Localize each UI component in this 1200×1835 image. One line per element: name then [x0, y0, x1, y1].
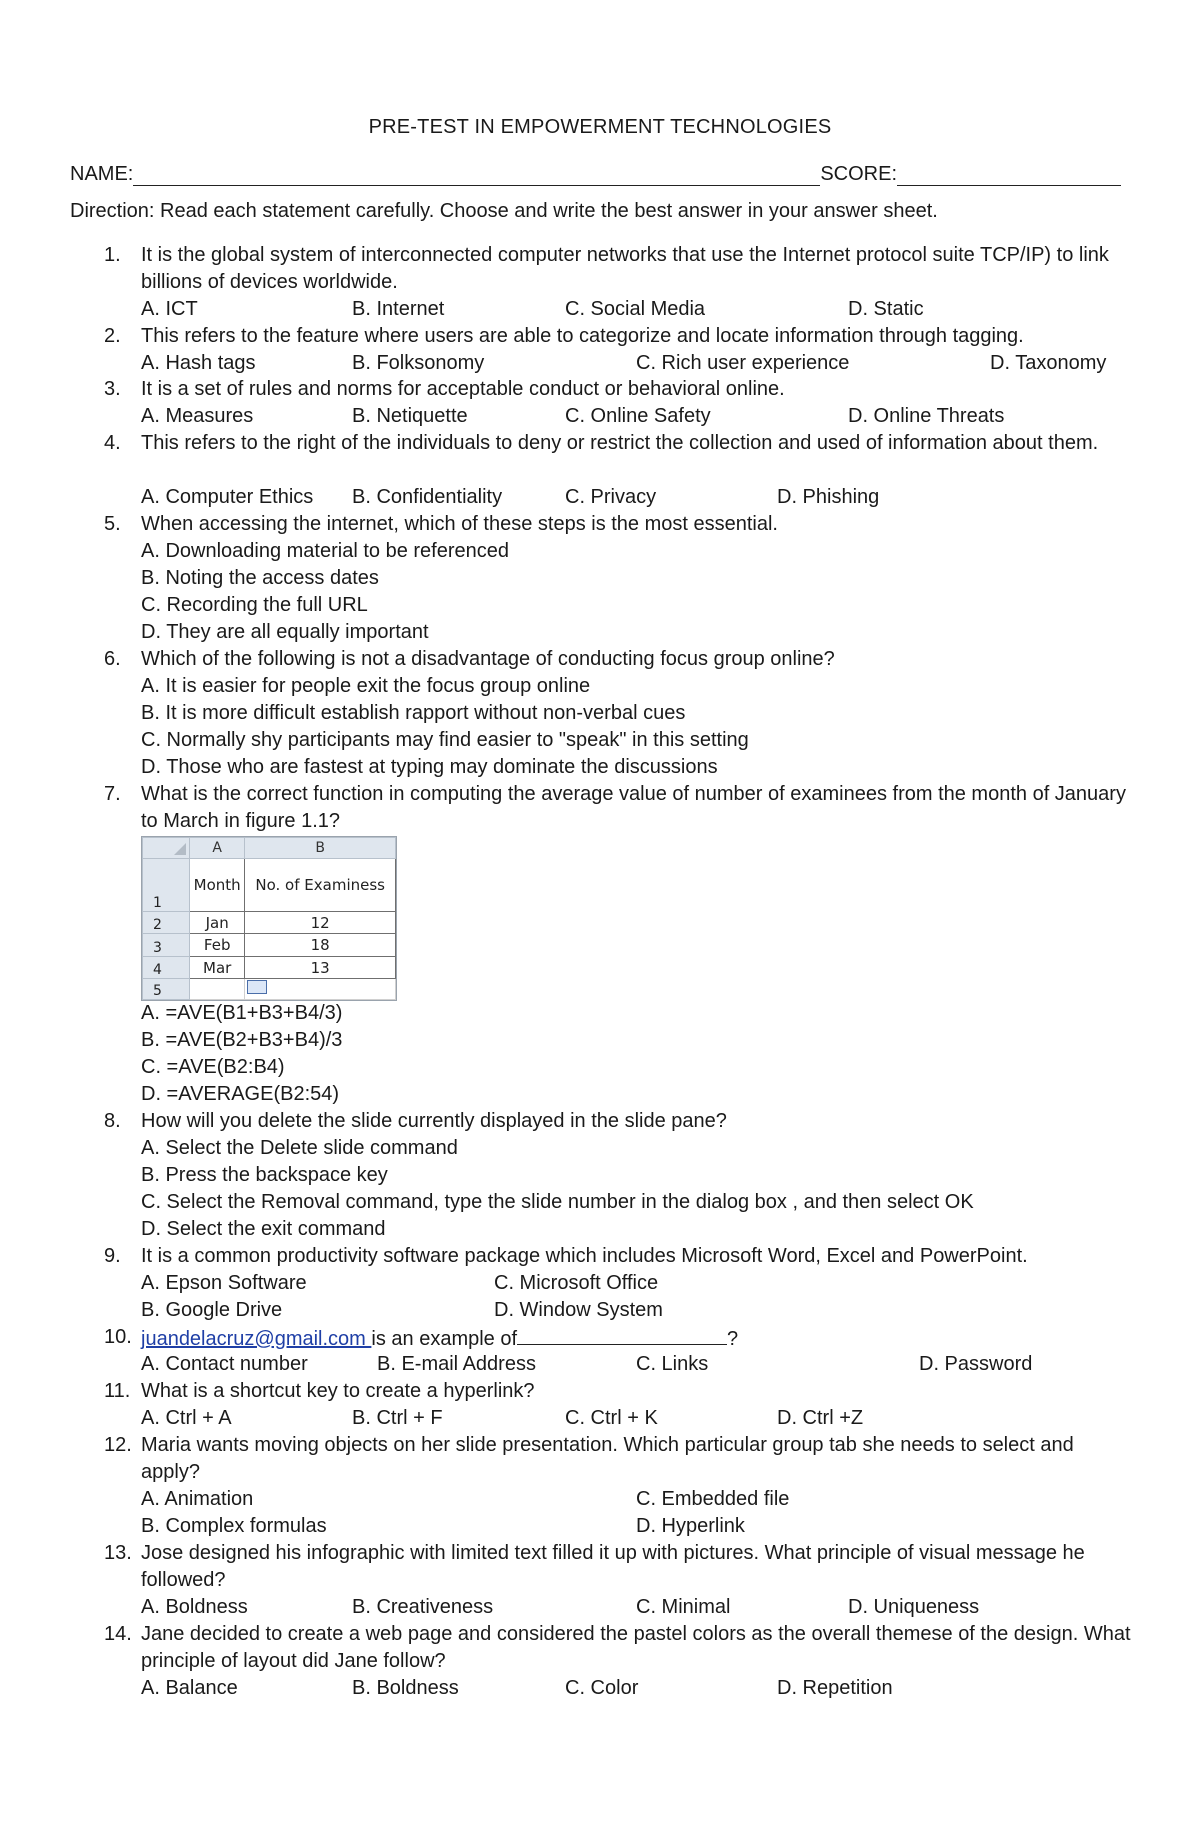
option: B. It is more difficult establish rapport without non-verbal cues [141, 702, 686, 724]
option: B. Press the backspace key [141, 1164, 388, 1186]
question-stem: When accessing the internet, which of these steps is the most essential. [141, 513, 778, 535]
option: B. =AVE(B2+B3+B4)/3 [141, 1029, 343, 1051]
option: C. Normally shy participants may find easier to "speak" in this setting [141, 729, 749, 751]
option: A. Select the Delete slide command [141, 1137, 458, 1159]
option: A. Animation [141, 1488, 254, 1510]
question-stem: It is a common productivity software package which includes Microsoft Word, Excel and PowerPoint. [141, 1245, 1028, 1267]
option: D. Repetition [777, 1677, 893, 1699]
direction-text: Direction: Read each statement carefully. Choose and write the best answer in your answer sheet. [70, 200, 938, 222]
option: A. Balance [141, 1677, 238, 1699]
question-stem: Jose designed his infographic with limited text filled it up with pictures. What principle of visual message he followed? [141, 1542, 1085, 1591]
option: B. Boldness [352, 1677, 459, 1699]
option: C. Links [636, 1353, 709, 1375]
option: A. Boldness [141, 1596, 248, 1618]
value-cell: 13 [245, 956, 396, 979]
question-number: 10. [104, 1326, 132, 1348]
month-cell: Mar [190, 956, 245, 979]
row-number: 3 [143, 934, 190, 957]
option: C. Recording the full URL [141, 594, 368, 616]
option: C. Privacy [565, 486, 657, 508]
value-cell: 18 [245, 934, 396, 957]
stem-end: ? [727, 1328, 739, 1350]
month-cell: Jan [190, 911, 245, 934]
score-blank[interactable] [897, 163, 1121, 186]
option: D. Uniqueness [848, 1596, 980, 1618]
header-cell-month: Month [190, 858, 245, 911]
score-label: SCORE: [820, 163, 898, 185]
question-stem: It is the global system of interconnected computer networks that use the Internet protocol suite TCP/IP) to link billions of devices worldwide. [141, 244, 1109, 293]
question-stem: What is the correct function in computing the average value of number of examinees from the month of January to March in figure 1.1? [141, 783, 1126, 832]
option: D. =AVERAGE(B2:54) [141, 1083, 340, 1105]
option: A. ICT [141, 298, 198, 320]
row-number: 5 [143, 979, 190, 1000]
option: D. Window System [494, 1299, 663, 1321]
option: D. Phishing [777, 486, 880, 508]
paste-options-icon [247, 980, 267, 994]
option: B. Netiquette [352, 405, 468, 427]
option: A. Ctrl + A [141, 1407, 232, 1429]
option: C. Microsoft Office [494, 1272, 659, 1294]
question-number: 3. [104, 378, 121, 400]
option: A. Contact number [141, 1353, 308, 1375]
question-number: 4. [104, 432, 121, 454]
option: C. Online Safety [565, 405, 711, 427]
empty-cell [190, 979, 245, 1000]
question-stem: What is a shortcut key to create a hyperlink? [141, 1380, 535, 1402]
header-cell-examinees: No. of Examiness [245, 858, 396, 911]
question-number: 5. [104, 513, 121, 535]
spreadsheet-table [142, 837, 396, 1000]
question-number: 13. [104, 1542, 132, 1564]
option: C. Minimal [636, 1596, 731, 1618]
question-stem: Which of the following is not a disadvantage of conducting focus group online? [141, 648, 835, 670]
option: D. Ctrl +Z [777, 1407, 864, 1429]
name-score-line [70, 158, 1130, 186]
option: B. Internet [352, 298, 445, 320]
question-number: 9. [104, 1245, 121, 1267]
option: C. Social Media [565, 298, 706, 320]
question-stem: This refers to the right of the individuals to deny or restrict the collection and used of information about them. [141, 432, 1099, 454]
option: C. =AVE(B2:B4) [141, 1056, 285, 1078]
column-header-b: B [245, 838, 396, 859]
question-stem [141, 1324, 1131, 1353]
question-number: 1. [104, 244, 121, 266]
question-number: 7. [104, 783, 121, 805]
question-number: 8. [104, 1110, 121, 1132]
question-stem: Maria wants moving objects on her slide presentation. Which particular group tab she needs to select and apply? [141, 1434, 1074, 1483]
option: A. Measures [141, 405, 254, 427]
option: A. It is easier for people exit the focus group online [141, 675, 591, 697]
stem-text: is an example of [371, 1328, 518, 1350]
empty-cell [245, 979, 396, 1000]
question-number: 6. [104, 648, 121, 670]
option: C. Rich user experience [636, 352, 850, 374]
question-number: 11. [104, 1380, 131, 1402]
question-stem: It is a set of rules and norms for acceptable conduct or behavioral online. [141, 378, 785, 400]
question-number: 14. [104, 1623, 132, 1645]
column-header-a: A [190, 838, 245, 859]
option: C. Color [565, 1677, 639, 1699]
name-label: NAME: [70, 163, 134, 185]
email-link[interactable]: juandelacruz@gmail.com [141, 1328, 372, 1350]
option: D. Online Threats [848, 405, 1005, 427]
question-stem: Jane decided to create a web page and considered the pastel colors as the overall themese of the design. What principle of layout did Jane follow? [141, 1623, 1131, 1672]
option: A. Downloading material to be referenced [141, 540, 509, 562]
option: B. Creativeness [352, 1596, 494, 1618]
option: B. Folksonomy [352, 352, 485, 374]
option: B. Ctrl + F [352, 1407, 443, 1429]
option: D. Those who are fastest at typing may dominate the discussions [141, 756, 718, 778]
row-number: 2 [143, 911, 190, 934]
option: B. Noting the access dates [141, 567, 379, 589]
question-number: 12. [104, 1434, 132, 1456]
answer-blank[interactable] [517, 1324, 727, 1345]
row-number: 1 [143, 858, 190, 911]
option: D. They are all equally important [141, 621, 429, 643]
question-stem: This refers to the feature where users are able to categorize and locate information through tagging. [141, 325, 1024, 347]
option: D. Static [848, 298, 924, 320]
month-cell: Feb [190, 934, 245, 957]
option: C. Embedded file [636, 1488, 790, 1510]
option: A. Computer Ethics [141, 486, 314, 508]
value-cell: 12 [245, 911, 396, 934]
option: B. Confidentiality [352, 486, 503, 508]
page-title: PRE-TEST IN EMPOWERMENT TECHNOLOGIES [368, 116, 832, 138]
question-stem: How will you delete the slide currently displayed in the slide pane? [141, 1110, 727, 1132]
spreadsheet-figure [141, 836, 397, 1001]
option: C. Select the Removal command, type the slide number in the dialog box , and then select OK [141, 1191, 974, 1213]
option: B. Complex formulas [141, 1515, 327, 1537]
option: D. Password [919, 1353, 1033, 1375]
option: A. Epson Software [141, 1272, 307, 1294]
option: A. Hash tags [141, 352, 256, 374]
option: D. Hyperlink [636, 1515, 745, 1537]
option: C. Ctrl + K [565, 1407, 658, 1429]
option: B. Google Drive [141, 1299, 283, 1321]
option: A. =AVE(B1+B3+B4/3) [141, 1002, 343, 1024]
sheet-corner [143, 838, 190, 859]
row-number: 4 [143, 956, 190, 979]
option: D. Taxonomy [990, 352, 1107, 374]
name-blank[interactable] [133, 163, 820, 186]
option: B. E-mail Address [377, 1353, 536, 1375]
question-number: 2. [104, 325, 121, 347]
option: D. Select the exit command [141, 1218, 386, 1240]
